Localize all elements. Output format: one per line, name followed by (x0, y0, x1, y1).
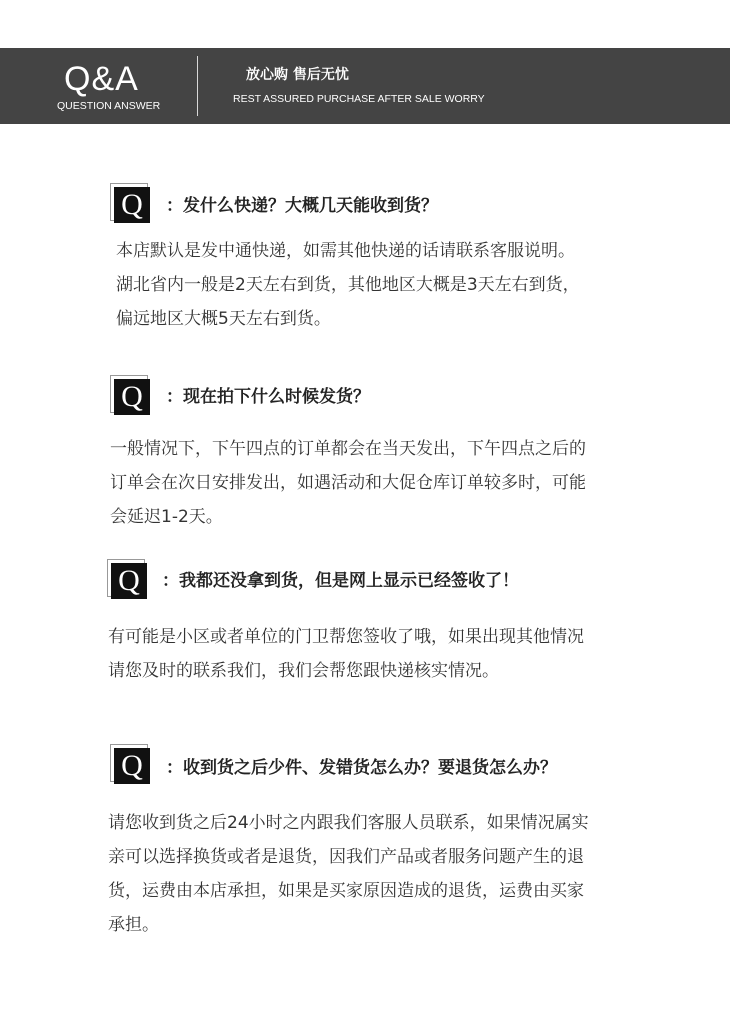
header-banner (0, 48, 730, 124)
header-divider (197, 56, 198, 116)
q-badge-letter: Q (114, 379, 150, 415)
q-badge-icon (107, 559, 147, 599)
answer-line: 亲可以选择换货或者是退货，因我们产品或者服务问题产生的退 (108, 847, 584, 867)
qa-logo-subtitle: QUESTION ANSWER (57, 100, 161, 112)
q-badge-letter: Q (114, 748, 150, 784)
answer-line: 货，运费由本店承担，如果是买家原因造成的退货，运费由买家 (108, 881, 584, 901)
answer-line: 一般情况下，下午四点的订单都会在当天发出，下午四点之后的 (110, 439, 586, 459)
q-badge-icon (110, 183, 150, 223)
answer-line: 承担。 (108, 915, 159, 935)
answer-line: 请您及时的联系我们，我们会帮您跟快递核实情况。 (108, 661, 499, 681)
faq-answer (110, 432, 586, 534)
slogan-english: REST ASSURED PURCHASE AFTER SALE WORRY (233, 93, 485, 105)
q-badge-letter: Q (111, 563, 147, 599)
answer-line: 偏远地区大概5天左右到货。 (116, 309, 331, 329)
q-badge-icon (110, 375, 150, 415)
q-badge-letter: Q (114, 187, 150, 223)
answer-line: 湖北省内一般是2天左右到货，其他地区大概是3天左右到货， (116, 275, 580, 295)
qa-logo-title: Q&A (64, 60, 139, 98)
slogan-chinese: 放心购 售后无忧 (246, 67, 349, 83)
faq-answer (108, 806, 589, 942)
answer-line: 会延迟1-2天。 (110, 507, 223, 527)
q-badge-icon (110, 744, 150, 784)
answer-line: 请您收到货之后24小时之内跟我们客服人员联系，如果情况属实 (108, 813, 589, 833)
faq-answer (116, 234, 580, 336)
faq-question: ：我都还没拿到货，但是网上显示已经签收了！ (162, 571, 519, 591)
answer-line: 本店默认是发中通快递，如需其他快递的话请联系客服说明。 (116, 241, 575, 261)
faq-question: ：收到货之后少件、发错货怎么办？要退货怎么办？ (166, 758, 557, 778)
faq-question: ：发什么快递？大概几天能收到货？ (166, 196, 438, 216)
answer-line: 订单会在次日安排发出，如遇活动和大促仓库订单较多时，可能 (110, 473, 586, 493)
faq-answer (108, 620, 584, 688)
answer-line: 有可能是小区或者单位的门卫帮您签收了哦，如果出现其他情况 (108, 627, 584, 647)
faq-question: ：现在拍下什么时候发货？ (166, 387, 370, 407)
